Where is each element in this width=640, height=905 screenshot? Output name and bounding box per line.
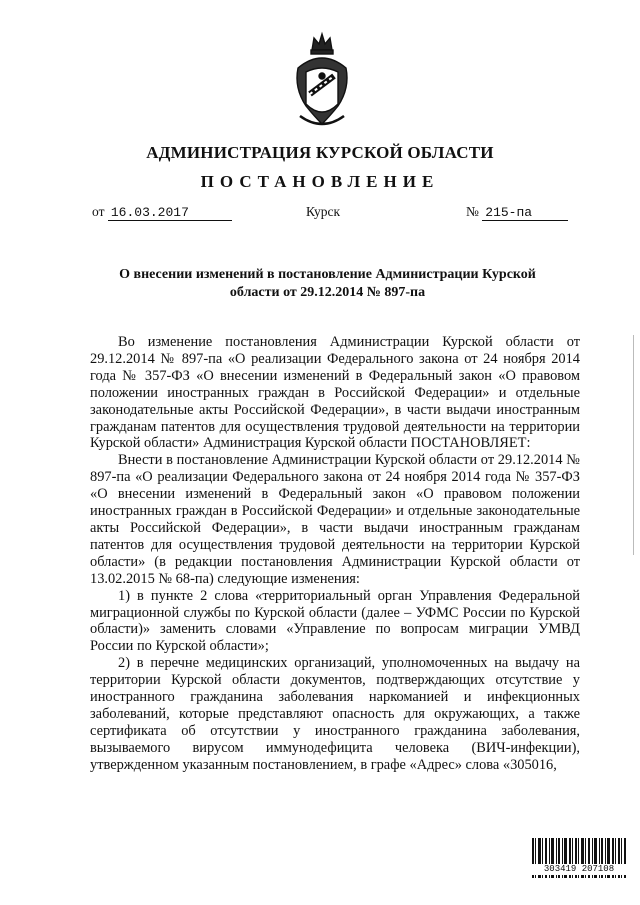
document-number: 215-па <box>482 206 568 221</box>
paragraph: Во изменение постановления Администрации Курской области от 29.12.2014 № 897-па «О реализации Федерального закона от 24 ноября 2014 года № 357-ФЗ «О внесении изменений в Федеральный закон «О правовом положении иностранных граждан в Российской Федерации» и отдельные законодательные акты Российской Федерации», в части выдачи иностранным гражданам патентов для осуществления трудовой деятельности на территории Курской области» Администрация Курской области ПОСТАНОВЛЯЕТ: <box>90 334 580 452</box>
barcode-number: 303419 207108 <box>531 864 627 875</box>
page-edge-line <box>633 335 634 555</box>
paragraph: Внести в постановление Администрации Курской области от 29.12.2014 № 897-па «О реализации Федерального закона от 24 ноября 2014 года № 357-ФЗ «О внесении изменений в Федеральный закон «О правовом положении иностранных граждан в Российской Федерации» и отдельные законодательные акты Российской Федерации», в части выдачи иностранным гражданам патентов для осуществления трудовой деятельности на территории Курской области» (в редакции постановления Администрации Курской области от 13.02.2015 № 68-па) следующие изменения: <box>90 452 580 587</box>
paragraph: 2) в перечне медицинских организаций, уполномоченных на выдачу на территории Курской области документов, подтверждающих отсутствие у иностранного гражданина заболевания наркоманией и инфекционных заболеваний, которые представляют опасность для окружающих, а также сертификата об отсутствии у иностранного гражданина заболевания, вызываемого вирусом иммунодефицита человека (ВИЧ-инфекции), утвержденном указанным постановлением, в графе «Адрес» слова «305016, <box>90 655 580 773</box>
coat-of-arms-icon <box>292 28 352 136</box>
document-type: ПОСТАНОВЛЕНИЕ <box>200 172 440 191</box>
date-prefix: от <box>92 204 105 219</box>
document-date: 16.03.2017 <box>108 206 232 221</box>
number-prefix: № <box>466 204 479 219</box>
document-subject: О внесении изменений в постановление Администрации Курской области от 29.12.2014 № 897-па <box>119 267 536 300</box>
organization-title: АДМИНИСТРАЦИЯ КУРСКОЙ ОБЛАСТИ <box>146 143 494 162</box>
city: Курск <box>306 204 341 219</box>
paragraph: 1) в пункте 2 слова «территориальный орган Управления Федеральной миграционной службы по Курской области (далее – УФМС России по Курской области)» заменить словами «Управление по вопросам миграции УМВД России по Курской области»; <box>90 587 580 655</box>
number-line <box>466 204 568 221</box>
date-line <box>92 204 232 221</box>
document-body <box>90 334 580 774</box>
